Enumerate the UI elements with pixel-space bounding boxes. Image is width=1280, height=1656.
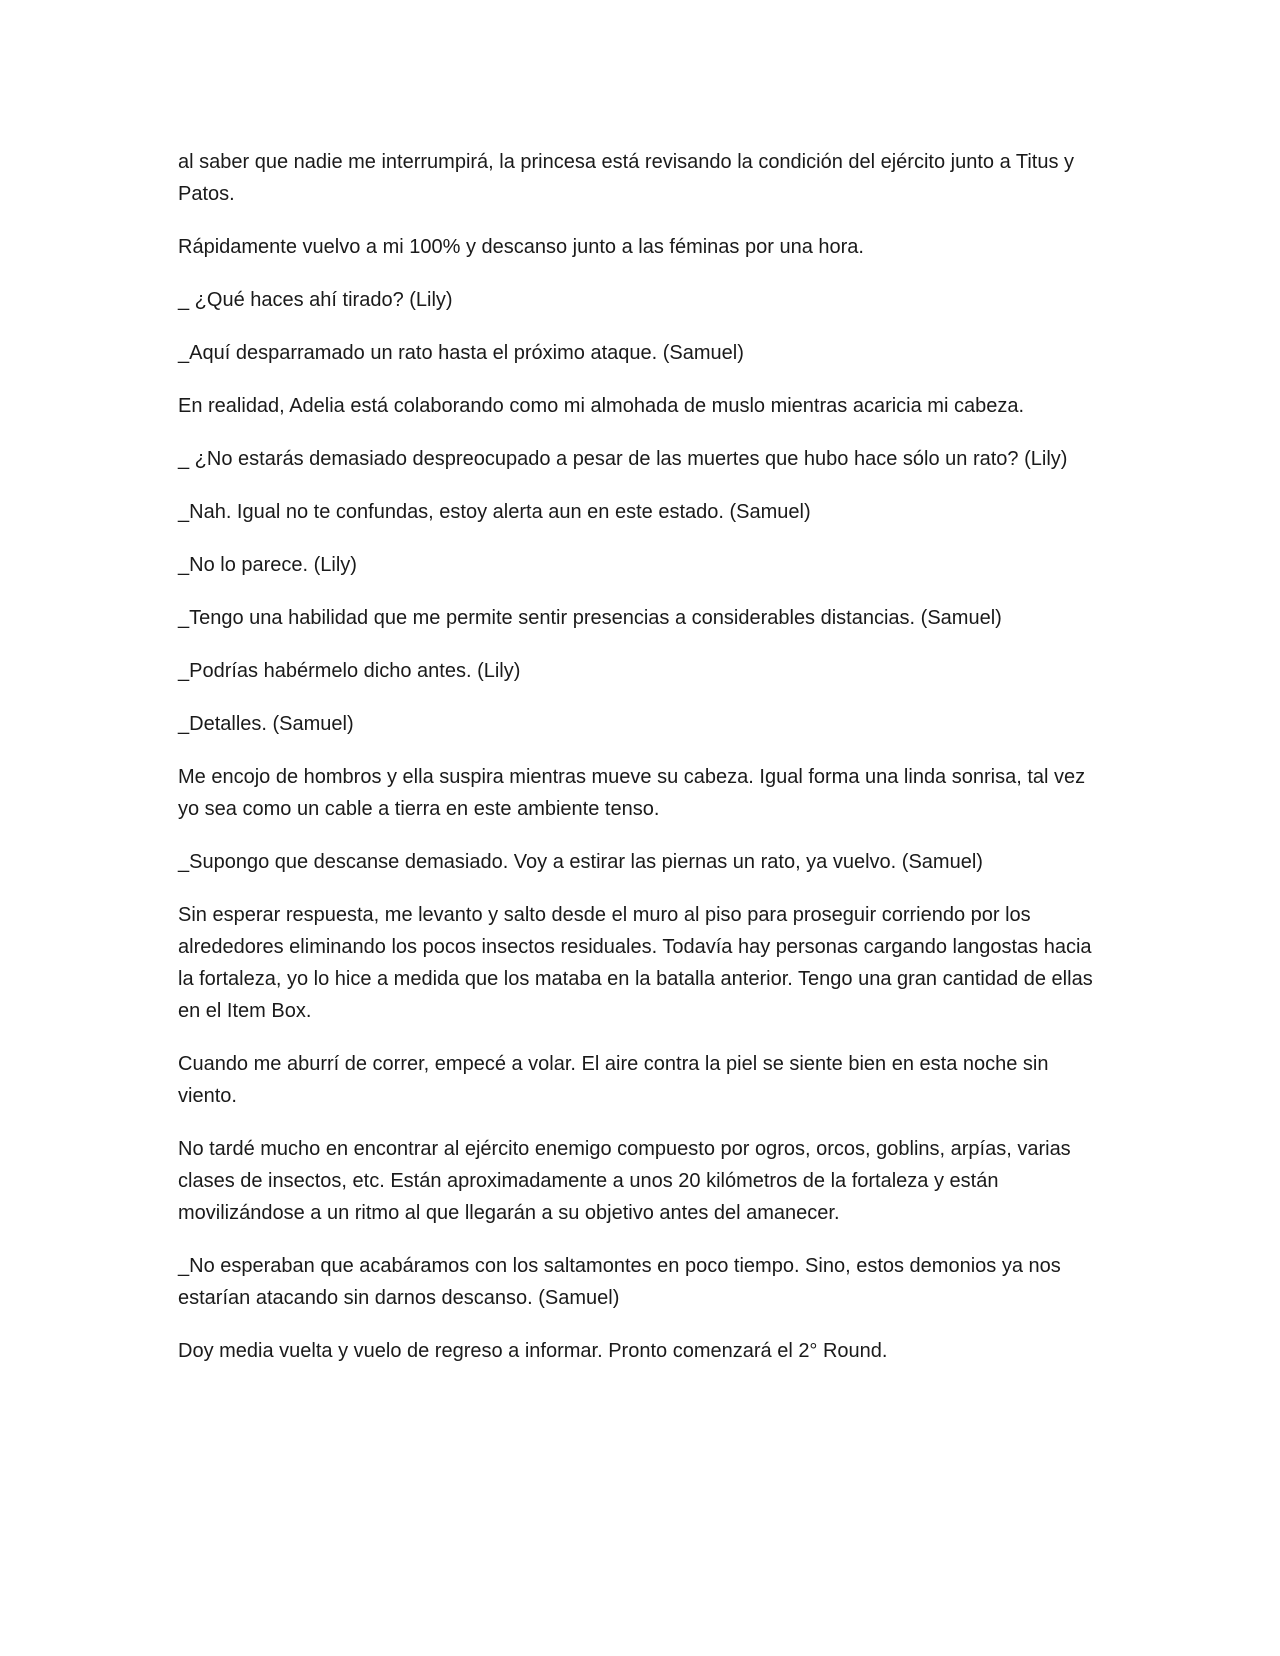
dialogue-line: _ ¿Qué haces ahí tirado? (Lily) (178, 289, 453, 311)
dialogue-line: _Nah. Igual no te confundas, estoy alerta aun en este estado. (Samuel) (178, 501, 811, 523)
paragraph: No tardé mucho en encontrar al ejército enemigo compuesto por ogros, orcos, goblins, arpías, varias clases de insectos, etc. Están aproximadamente a unos 20 kilómetros de la fortaleza y están movilizándose a un ritmo al que llegarán a su objetivo antes del amanecer. (178, 1138, 1071, 1224)
document-body (178, 146, 1110, 1388)
dialogue-line: _Detalles. (Samuel) (178, 713, 354, 735)
dialogue-line: _ ¿No estarás demasiado despreocupado a pesar de las muertes que hubo hace sólo un rato? (Lily) (178, 448, 1068, 470)
paragraph: Cuando me aburrí de correr, empecé a volar. El aire contra la piel se siente bien en esta noche sin viento. (178, 1053, 1049, 1107)
paragraph: Doy media vuelta y vuelo de regreso a informar. Pronto comenzará el 2° Round. (178, 1340, 888, 1362)
dialogue-line: _No esperaban que acabáramos con los saltamontes en poco tiempo. Sino, estos demonios ya nos estarían atacando sin darnos descanso. (Samuel) (178, 1255, 1061, 1309)
paragraph: Rápidamente vuelvo a mi 100% y descanso junto a las féminas por una hora. (178, 236, 864, 258)
paragraph: Sin esperar respuesta, me levanto y salto desde el muro al piso para proseguir corriendo por los alrededores eliminando los pocos insectos residuales. Todavía hay personas cargando langostas hacia la fortaleza, yo lo hice a medida que los mataba en la batalla anterior. Tengo una gran cantidad de ellas en el Item Box. (178, 904, 1093, 1022)
dialogue-line: _No lo parece. (Lily) (178, 554, 357, 576)
paragraph: En realidad, Adelia está colaborando como mi almohada de muslo mientras acaricia mi cabeza. (178, 395, 1025, 417)
paragraph: Me encojo de hombros y ella suspira mientras mueve su cabeza. Igual forma una linda sonrisa, tal vez yo sea como un cable a tierra en este ambiente tenso. (178, 766, 1086, 820)
dialogue-line: _Supongo que descanse demasiado. Voy a estirar las piernas un rato, ya vuelvo. (Samuel) (178, 851, 983, 873)
dialogue-line: _Tengo una habilidad que me permite sentir presencias a considerables distancias. (Samuel) (178, 607, 1002, 629)
dialogue-line: _Podrías habérmelo dicho antes. (Lily) (178, 660, 521, 682)
paragraph: al saber que nadie me interrumpirá, la princesa está revisando la condición del ejército junto a Titus y Patos. (178, 151, 1075, 205)
dialogue-line: _Aquí desparramado un rato hasta el próximo ataque. (Samuel) (178, 342, 744, 364)
